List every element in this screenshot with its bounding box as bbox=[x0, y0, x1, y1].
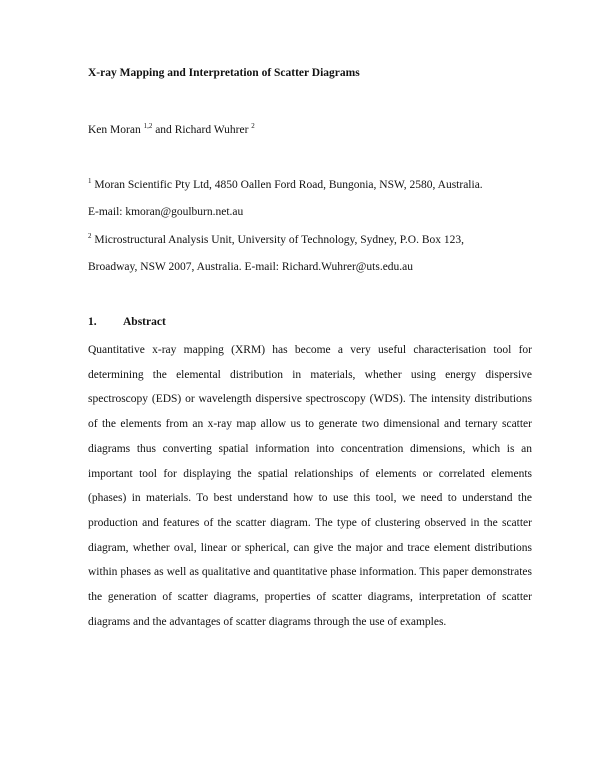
affiliation-2-line-2: Broadway, NSW 2007, Australia. E-mail: Richard.Wuhrer@uts.edu.au bbox=[88, 261, 414, 273]
affiliation-2 bbox=[88, 234, 464, 246]
author-superscript: 1,2 bbox=[143, 122, 153, 130]
section-heading bbox=[88, 316, 166, 328]
section-number: 1. bbox=[88, 316, 97, 328]
author-conjunction: and bbox=[155, 124, 172, 136]
affiliation-text: Moran Scientific Pty Ltd, 4850 Oallen Ford Road, Bungonia, NSW, 2580, Australia. bbox=[94, 179, 483, 191]
author-line bbox=[88, 124, 255, 136]
paper-title: X-ray Mapping and Interpretation of Scatter Diagrams bbox=[88, 67, 360, 79]
affiliation-superscript: 1 bbox=[88, 177, 92, 185]
author-name: Ken Moran bbox=[88, 124, 141, 136]
affiliation-superscript: 2 bbox=[88, 232, 92, 240]
affiliation-text: Microstructural Analysis Unit, University of Technology, Sydney, P.O. Box 123, bbox=[94, 234, 464, 246]
author-name: Richard Wuhrer bbox=[174, 124, 249, 136]
abstract-paragraph: Quantitative x-ray mapping (XRM) has become a very useful characterisation tool for determining the elemental distribution in materials, whether using energy dispersive spectroscopy (EDS) or wavelength dispersive spectroscopy (WDS). The intensity distributions of the elements from an x-ray map allow us to generate two dimensional and ternary scatter diagrams thus converting spatial information into concentration dimensions, which is an important tool for displaying the spatial relationships of elements or correlated elements (phases) in materials. To best understand how to use this tool, we need to understand the production and features of the scatter diagram. The type of clustering observed in the scatter diagram, whether oval, linear or spherical, can give the major and trace element distributions within phases as well as qualitative and quantitative phase information. This paper demonstrates the generation of scatter diagrams, properties of scatter diagrams, interpretation of scatter diagrams and the advantages of scatter diagrams through the use of examples. bbox=[88, 344, 532, 628]
section-title: Abstract bbox=[123, 316, 166, 328]
affiliation-1 bbox=[88, 179, 483, 191]
affiliation-1-email: E-mail: kmoran@goulburn.net.au bbox=[88, 206, 244, 218]
author-superscript: 2 bbox=[251, 122, 255, 130]
